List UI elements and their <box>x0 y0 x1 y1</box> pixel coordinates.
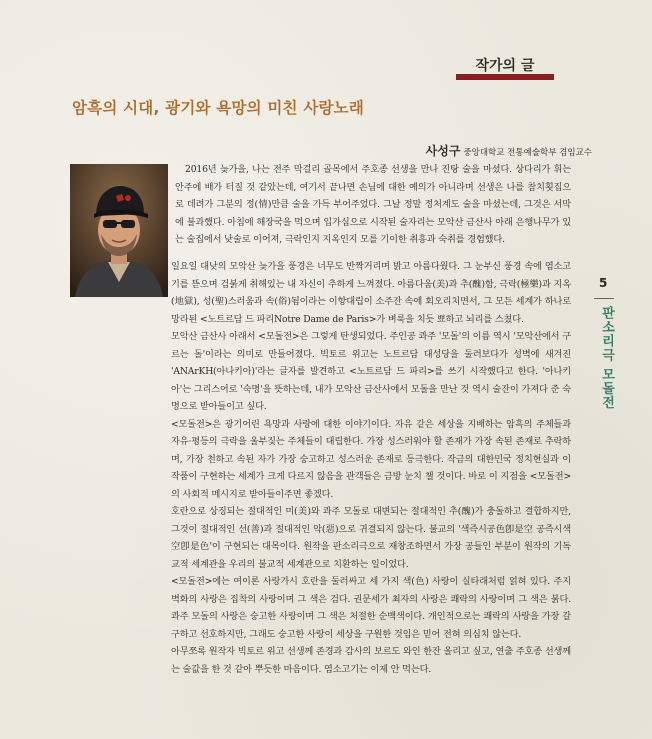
paragraph: 호란으로 상징되는 절대적인 미(美)와 콰주 모돌로 대변되는 절대적인 추(醜)가 충돌하고 결합하지만, 그것이 절대적인 선(善)과 절대적인 악(惡)으로 귀결되지 않는다. 불교의 '색즉시공色卽是空 공즉시색空卽是色'이 구현되는 대목이다. 원작을 판소리극으로 재창조하면서 가장 공들인 부분이 원작의 기독교적 세계관을 우리의 불교적 세계관으로 치환하는 일이었다. <box>171 506 571 570</box>
section-label: 작가의 글 <box>475 58 535 74</box>
page-number: 5 <box>599 276 608 290</box>
paragraph: <모돌전>에는 여이론 사랑가시 호란을 둘러싸고 세 가지 색(色) 사랑이 실타래처럼 얽혀 있다. 주지 벽화의 사랑은 집착의 사랑이며 그 색은 검다. 권문세가 최자의 사랑은 쾌락의 사랑이며 그 색은 붉다. 콰주 모돌의 사랑은 숭고한 사랑이며 그 색은 처절한 순백색이다. 개인적으로는 쾌락의 사랑을 가장 갈구하고 선호하지만, 그래도 숭고한 사랑이 세상을 구원한 것임은 믿어 전혀 의심치 않는다. <box>171 576 571 640</box>
author-portrait-icon <box>70 164 168 297</box>
paragraph: 일요일 대낮의 모악산 늦가을 풍경은 너무도 반짝거리며 밝고 아름다웠다. 그 눈부신 풍경 속에 염소고기를 뜯으며 검붉게 취해있는 내 자신이 추하게 느껴졌다. 아름다움(美)과 추(醜)함, 극락(極樂)과 지옥(地獄), 성(聖)스러움과 속(俗)됨이라는 이항대립이 소주잔 속에 회오리치면서, 그 모든 세계가 하나로 망라된 <노트르담 드 파리Notre Dame de Paris>가 벼룩을 치듯 뾰하고 뇌리를 스쳤다. <box>171 261 571 325</box>
author-name: 사성구 <box>425 144 461 158</box>
paragraph: <모돌전>은 광기어린 욕망과 사랑에 대한 이야기이다. 자유 같은 세상을 지배하는 암흑의 주체들과 자유·평등의 극락을 울부짖는 주체들이 대립한다. 가장 성스러워야 할 존재가 가장 속된 존재로 추락하며, 가장 천하고 속된 자가 가장 숭고하고 성스러운 존재로 등극한다. 작금의 대한민국 정치현실과 이 작품이 구현하는 세계가 크게 다르지 않음을 관객들은 금방 눈치 챌 것이다. 바로 이 지점을 <모돌전>의 사회적 메시지로 받아들이주면 좋겠다. <box>171 418 571 500</box>
paragraph: 모악산 금산사 아래서 <모돌전>은 그렇게 탄생되었다. 주인공 콰주 '모돌'의 이름 역시 '모악산에서 구르는 돌'이라는 의미로 만들어졌다. 빅토르 위고는 노트르담 대성당을 둘러보다가 성벽에 새겨진 'ANArKH(아나키아)'라는 글자를 발견하고 <노트르담 드 파리>를 쓰기 시작했다고 한다. '아나키아'는 그리스어로 '숙명'을 뜻하는데, 내가 모악산 금산사에서 모돌을 만난 것 역시 술잔이 가져다 준 숙명으로 받아들이고 싶다. <box>171 331 571 412</box>
body-paragraph-block <box>171 258 571 678</box>
intro-paragraph-block <box>175 161 571 249</box>
page-number-rule <box>594 298 614 299</box>
paragraph: 아무쪼록 원작자 빅토르 위고 선생께 존경과 감사의 보르도 와인 한잔 올리고 싶고, 연출 주호종 선생께는 술값을 한 것 같아 뿌듯한 마음이다. 염소고기는 이제 안 먹는다. <box>171 646 571 675</box>
section-accent-bar <box>456 74 554 80</box>
byline <box>426 140 592 159</box>
paragraph: 2016년 늦가을, 나는 전주 막걸리 골목에서 주호종 선생을 만나 진탕 술을 마셨다. 상다리가 휘는 안주에 배가 터질 것 같았는데, 여기서 끝나면 손님에 대한 예의가 아니라며 선생은 나를 참치횟집으로 데려가 그분의 정(情)만큼 술을 가득 부어주었다. 그날 정말 정처계도 술을 마셨는데, 그것은 서막에 불과했다. 아침에 해장국을 먹으며 입가심으로 시작된 술자리는 모악산 금산사 아래 은행나무가 있는 술집에서 낮술로 이어져, 극락인지 지옥인지 모를 기이한 취흥과 숙취를 경험했다. <box>175 164 571 245</box>
author-affiliation: 중앙대학교 전통예술학부 겸임교수 <box>463 148 592 158</box>
vertical-program-title: 판소리극 모돌전 <box>599 306 614 410</box>
article-title: 암흑의 시대, 광기와 욕망의 미친 사랑노래 <box>72 99 365 117</box>
